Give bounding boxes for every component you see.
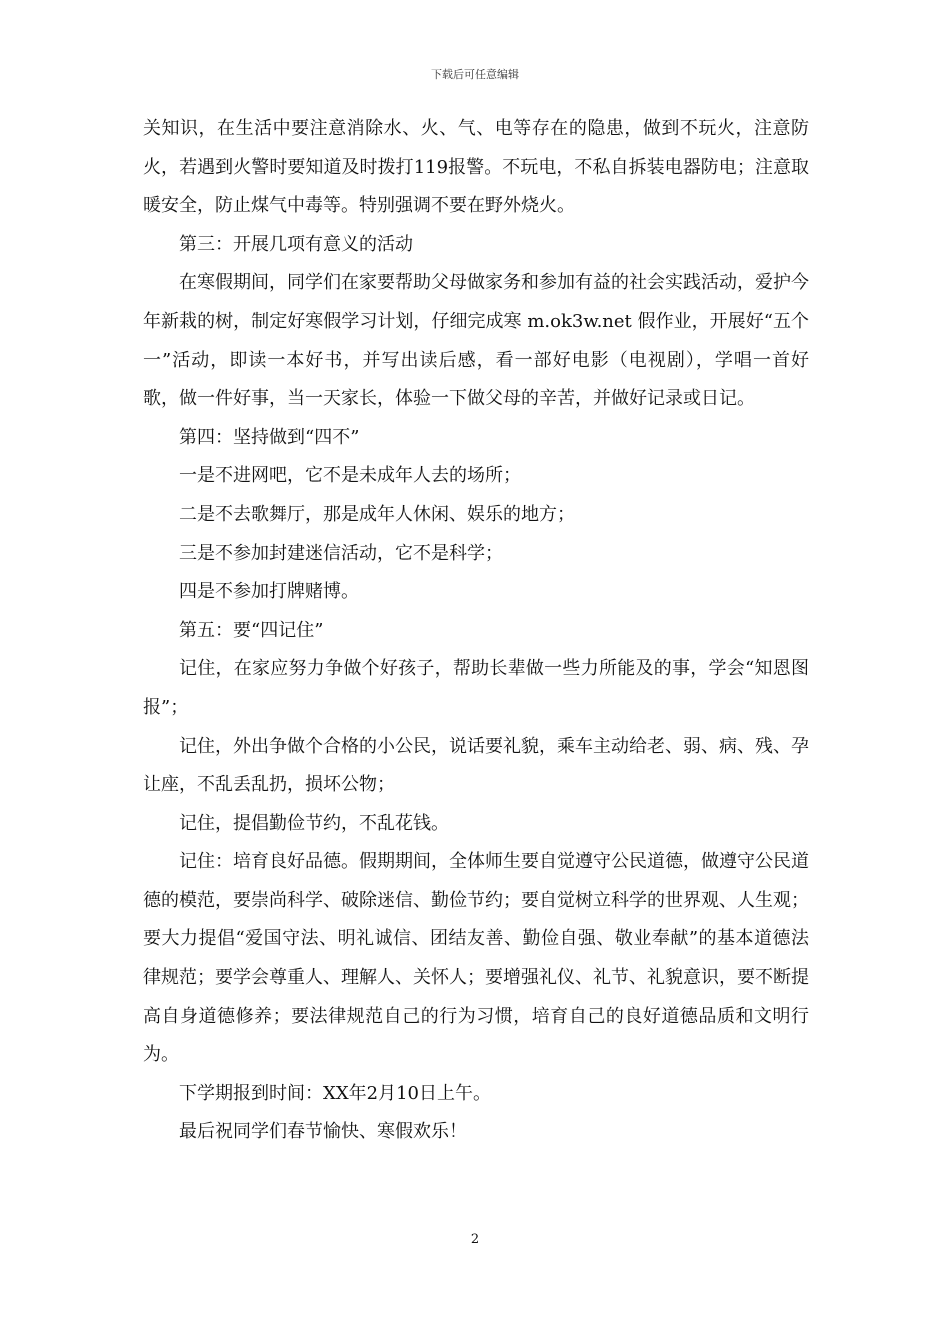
page-header: 下载后可任意编辑 bbox=[431, 68, 519, 81]
paragraph: 在寒假期间，同学们在家要帮助父母做家务和参加有益的社会实践活动，爱护今年新栽的树，制定好寒假学习计划，仔细完成寒 m.ok3w.net 假作业，开展好“五个一”活动，即读一本好书，并写出读后感，看一部好电影（电视剧），学唱一首好歌，做一件好事，当一天家长，体验一下做父母的辛苦，并做好记录或日记。 bbox=[143, 272, 809, 410]
list-item: 三是不参加封建迷信活动，它不是科学； bbox=[179, 542, 503, 564]
list-item: 一是不进网吧，它不是未成年人去的场所； bbox=[179, 465, 521, 487]
paragraph: 最后祝同学们春节愉快、寒假欢乐！ bbox=[179, 1121, 467, 1143]
paragraph: 关知识，在生活中要注意消除水、火、气、电等存在的隐患，做到不玩火，注意防火，若遇到火警时要知道及时拨打119报警。不玩电，不私自拆装电器防电；注意取暖安全，防止煤气中毒等。特别强调不要在野外烧火。 bbox=[143, 118, 809, 217]
paragraph: 下学期报到时间：XX年2月10日上午。 bbox=[179, 1082, 491, 1104]
section-heading: 第五：要“四记住” bbox=[179, 619, 324, 641]
page-number: 2 bbox=[470, 1232, 480, 1247]
list-item: 四是不参加打牌赌博。 bbox=[179, 581, 359, 603]
paragraph: 记住，在家应努力争做个好孩子，帮助长辈做一些力所能及的事，学会“知恩图报”； bbox=[143, 658, 809, 718]
document-body bbox=[143, 110, 809, 1152]
paragraph: 记住，提倡勤俭节约，不乱花钱。 bbox=[179, 812, 449, 834]
section-heading: 第三：开展几项有意义的活动 bbox=[179, 233, 413, 255]
paragraph: 记住：培育良好品德。假期期间，全体师生要自觉遵守公民道德，做遵守公民道德的模范，要崇尚科学、破除迷信、勤俭节约；要自觉树立科学的世界观、人生观；要大力提倡“爱国守法、明礼诚信、团结友善、勤俭自强、敬业奉献”的基本道德法律规范；要学会尊重人、理解人、关怀人；要增强礼仪、礼节、礼貌意识，要不断提高自身道德修养；要法律规范自己的行为习惯，培育自己的良好道德品质和文明行为。 bbox=[143, 851, 809, 1066]
paragraph: 记住，外出争做个合格的小公民，说话要礼貌，乘车主动给老、弱、病、残、孕让座，不乱丢乱扔，损坏公物； bbox=[143, 735, 809, 796]
list-item: 二是不去歌舞厅，那是成年人休闲、娱乐的地方； bbox=[179, 503, 575, 525]
section-heading: 第四：坚持做到“四不” bbox=[179, 426, 360, 448]
